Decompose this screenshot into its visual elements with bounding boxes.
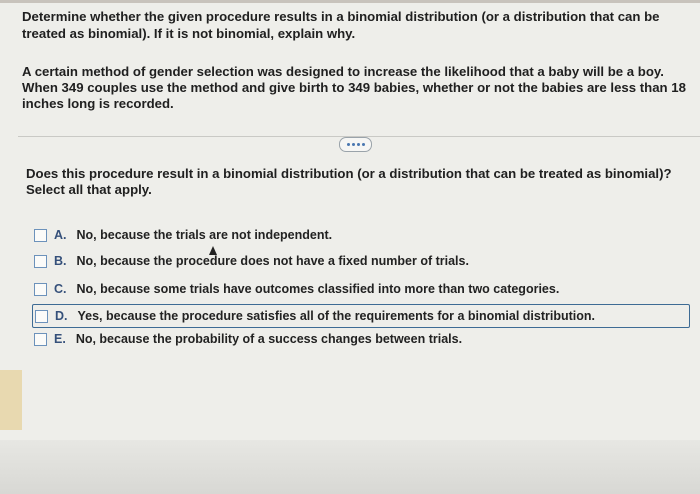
question-text: Does this procedure result in a binomial distribution (or a distribution that can be treated as binomial)? Select all that apply.: [26, 166, 672, 197]
choice-d[interactable]: [32, 304, 690, 328]
checkbox[interactable]: [34, 229, 47, 242]
choice-label: No, because the probability of a success changes between trials.: [75, 332, 463, 346]
left-edge-accent: [0, 370, 22, 430]
choice-letter: B.: [54, 254, 67, 268]
expand-button[interactable]: [339, 137, 372, 152]
checkbox[interactable]: [34, 283, 47, 296]
choice-e[interactable]: [34, 329, 462, 349]
choice-a[interactable]: [34, 225, 332, 245]
choice-label: No, because the procedure does not have a fixed number of trials.: [76, 254, 469, 268]
problem-statement: A certain method of gender selection was designed to increase the likelihood that a baby will be a boy. When 349 couples use the method and give birth to 349 babies, whether or not the babies are less than 18 inches long is recorded.: [22, 64, 686, 111]
instructions-text: Determine whether the given procedure results in a binomial distribution (or a distribution that can be treated as binomial). If it is not binomial, explain why.: [22, 9, 660, 41]
top-edge: [0, 0, 700, 3]
choice-c[interactable]: [34, 279, 559, 299]
checkbox[interactable]: [34, 333, 47, 346]
choice-letter: C.: [54, 282, 67, 296]
ellipsis-icon: [347, 143, 365, 146]
choice-letter: E.: [54, 332, 66, 346]
bottom-shade: [0, 440, 700, 494]
choice-label: No, because the trials are not independent.: [76, 228, 333, 242]
choice-letter: D.: [55, 309, 68, 323]
choice-b[interactable]: [34, 251, 469, 271]
checkbox[interactable]: [34, 255, 47, 268]
choice-letter: A.: [54, 228, 67, 242]
mouse-cursor-icon: [209, 246, 217, 255]
checkbox[interactable]: [35, 310, 48, 323]
choice-label: Yes, because the procedure satisfies all of the requirements for a binomial distribution.: [77, 309, 595, 323]
choice-label: No, because some trials have outcomes classified into more than two categories.: [76, 282, 560, 296]
